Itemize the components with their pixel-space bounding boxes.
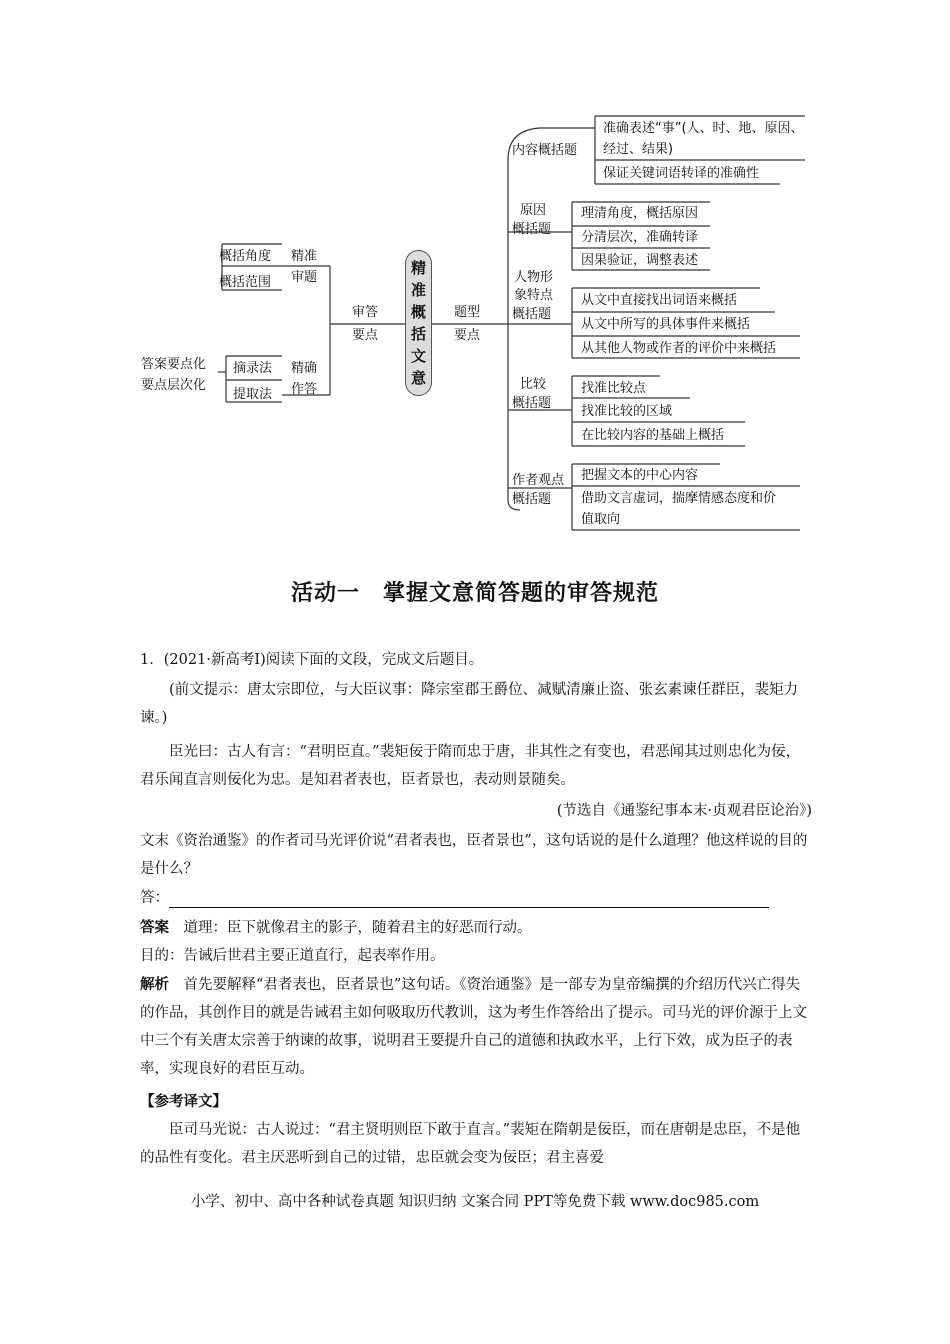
left-item: 概括范围 [219,275,272,290]
right-group-label: 概括题 [512,307,552,322]
right-item: 从其他人物或作者的评价中来概括 [581,341,777,356]
left-group-label: 精准 [291,249,318,264]
answer-line-1: 道理：臣下就像君主的影子，随着君主的好恶而行动。 [183,920,532,936]
right-spine [508,160,520,510]
answer-area [140,884,812,912]
answer-blank-line[interactable] [169,889,769,908]
right-group-label: 概括题 [512,396,552,411]
left-extra: 答案要点化 [141,357,207,372]
right-item: 找准比较点 [581,381,647,396]
left-group-label: 作答 [291,382,318,397]
right-item: 在比较内容的基础上概括 [581,428,725,443]
translation-label: 【参考译文】 [140,1093,227,1110]
left-group-label: 精确 [291,361,318,376]
section-title: 活动一 掌握文意简答题的审答规范 [290,580,659,606]
answer-label: 答案 [140,919,169,936]
mindmap-center [405,250,432,396]
right-item: 因果验证，调整表述 [581,253,699,268]
left-item: 摘录法 [233,361,273,376]
center-char: 精 [410,259,426,277]
right-group-label: 人物形 [514,270,554,285]
right-item: 保证关键词语转译的准确性 [603,166,760,181]
center-char: 概 [410,303,426,321]
right-item: 经过、结果) [603,142,674,157]
question-prompt: 文末《资治通鉴》的作者司马光评价说“君者表也，臣者景也”，这句话说的是什么道理？他这样说的目的是什么？ [140,833,808,877]
left-item: 概括角度 [219,249,272,264]
center-char: 意 [410,369,426,387]
right-item: 从文中所写的具体事件来概括 [581,317,751,332]
left-group-label: 审题 [291,270,318,285]
right-group-label: 概括题 [512,492,552,507]
left-branch-label-top: 审答 [352,305,379,320]
answer-block [140,914,812,942]
center-char: 准 [410,281,426,299]
answer-prefix: 答： [140,890,169,906]
right-group-label: 象特点 [514,288,554,303]
right-item: 借助文言虚词，揣摩情感态度和价 [581,491,777,506]
left-extra: 要点层次化 [141,378,207,393]
right-group-label: 比较 [520,377,547,392]
analysis-block [140,971,812,1083]
right-item: 找准比较的区域 [581,404,673,419]
right-item: 准确表述“事”(人、时、地、原因、 [603,121,804,136]
left-branch-label-bottom: 要点 [352,328,379,343]
right-item: 分清层次，准确转译 [581,230,699,245]
analysis-label: 解析 [140,976,169,993]
right-group-label: 概括题 [512,222,552,237]
question-passage: 臣光曰：古人有言：“君明臣直。”裴矩佞于隋而忠于唐，非其性之有变也，君恶闻其过则忠化为佞，君乐闻直言则佞化为忠。是知君者表也，臣者景也，表动则景随矣。 [140,744,801,788]
right-branch-label-bottom: 要点 [454,328,481,343]
translation-text: 臣司马光说：古人说过：“君主贤明则臣下敢于直言。”裴矩在隋朝是佞臣，而在唐朝是忠臣，不是他的品性有变化。君主厌恶听到自己的过错，忠臣就会变为佞臣；君主喜爱 [140,1122,801,1166]
right-group-label: 内容概括题 [512,143,578,158]
right-item: 值取向 [581,512,621,527]
question-stem: 1．(2021·新高考Ⅰ)阅读下面的文段，完成文后题目。 [140,652,484,668]
right-item: 从文中直接找出词语来概括 [581,293,738,308]
analysis-text: 首先要解释“君者表也，臣者景也”这句话。《资治通鉴》是一部专为皇帝编撰的介绍历代兴亡得失的作品，其创作目的就是告诫君主如何吸取历代教训，这为考生作答给出了提示。司马光的评价源于上文中三个有关唐太宗善于纳谏的故事，说明君王要提升自己的道德和执政水平，上行下效，成为臣子的表率，实现良好的君臣互动。 [140,977,807,1077]
question-hint: (前文提示：唐太宗即位，与大臣议事：降宗室郡王爵位、减赋清廉止盗、张玄素谏任群臣，裴矩力谏。) [140,682,799,726]
right-item: 把握文本的中心内容 [581,468,699,483]
right-item: 理清角度，概括原因 [581,206,699,221]
left-item: 提取法 [233,387,273,402]
center-char: 文 [410,347,426,365]
page-footer: 小学、初中、高中各种试卷真题 知识归纳 文案合同 PPT等免费下载 www.doc985.com [190,1194,760,1210]
question-source: (节选自《通鉴纪事本末·贞观君臣论治》) [556,803,812,819]
right-group-label: 作者观点 [512,473,565,488]
mindmap-lines [0,0,950,545]
center-char: 括 [410,325,426,343]
right-branch-label-top: 题型 [454,305,481,320]
right-group-label: 原因 [520,203,547,218]
answer-line-2: 目的：告诫后世君主要正道直行，起表率作用。 [140,948,445,964]
